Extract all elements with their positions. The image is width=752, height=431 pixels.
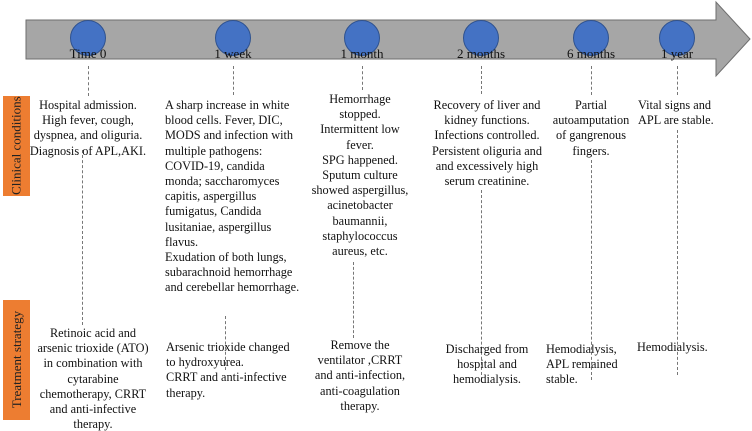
treatment-text: Hemodialysis. xyxy=(637,340,708,354)
connector-line xyxy=(677,130,678,375)
clinical-text: Recovery of liver and kidney functions. Infections controlled. Persistent oliguria and and excessively high serum creatinine. xyxy=(432,98,542,189)
connector-line xyxy=(88,66,89,96)
treatment-text: Arsenic trioxide changed to hydroxyurea. CRRT and anti-infective therapy. xyxy=(166,340,290,400)
treatment-text: Hemodialysis, APL remained stable. xyxy=(546,342,618,387)
connector-line xyxy=(362,66,363,90)
treatment-text: Retinoic acid and arsenic trioxide (ATO) in combination with cytarabine chemotherapy, CRRT and anti-infective therapy. xyxy=(37,326,149,431)
connector-line xyxy=(481,66,482,94)
connector-line xyxy=(353,262,354,338)
section-label-treatment xyxy=(3,300,30,420)
clinical-text: Hospital admission. High fever, cough, dyspnea, and oliguria. Diagnosis of APL,AKI. xyxy=(29,98,147,158)
clinical-text: Partial autoamputation of gangrenous fingers. xyxy=(552,98,630,158)
treatment-text: Remove the ventilator ,CRRT and anti-infection, anti-coagulation therapy. xyxy=(314,338,406,413)
clinical-text: Hemorrhage stopped. Intermittent low fever. SPG happened. Sputum culture showed aspergillus, acinetobacter baumannii, staphylococcus aureus, etc. xyxy=(311,92,409,259)
connector-line xyxy=(677,66,678,95)
milestone-label: Time 0 xyxy=(69,46,107,61)
clinical-text: A sharp increase in white blood cells. Fever, DIC, MODS and infection with multiple pathogens: COVID-19, candida monda; saccharomyces capitis, aspergillus fumigatus, Candida lusitaniae, aspergillus flavus. Exudation of both lungs, subarachnoid hemorrhage and cerebellar hemorrhage. xyxy=(165,98,300,295)
connector-line xyxy=(82,150,83,325)
treatment-text: Discharged from hospital and hemodialysis. xyxy=(445,342,529,387)
section-label-clinical xyxy=(3,96,30,196)
milestone-label: 1 week xyxy=(214,46,252,61)
milestone-label: 1 month xyxy=(340,46,384,61)
section-label-text: Treatment strategy xyxy=(8,311,24,409)
milestone-label: 2 months xyxy=(456,46,506,61)
milestone-label: 6 months xyxy=(566,46,616,61)
connector-line xyxy=(591,66,592,95)
clinical-text: Vital signs and APL are stable. xyxy=(638,98,714,128)
connector-line xyxy=(233,66,234,95)
section-label-text: Clinical conditions xyxy=(8,96,24,196)
milestone-label: 1 year xyxy=(660,46,694,61)
